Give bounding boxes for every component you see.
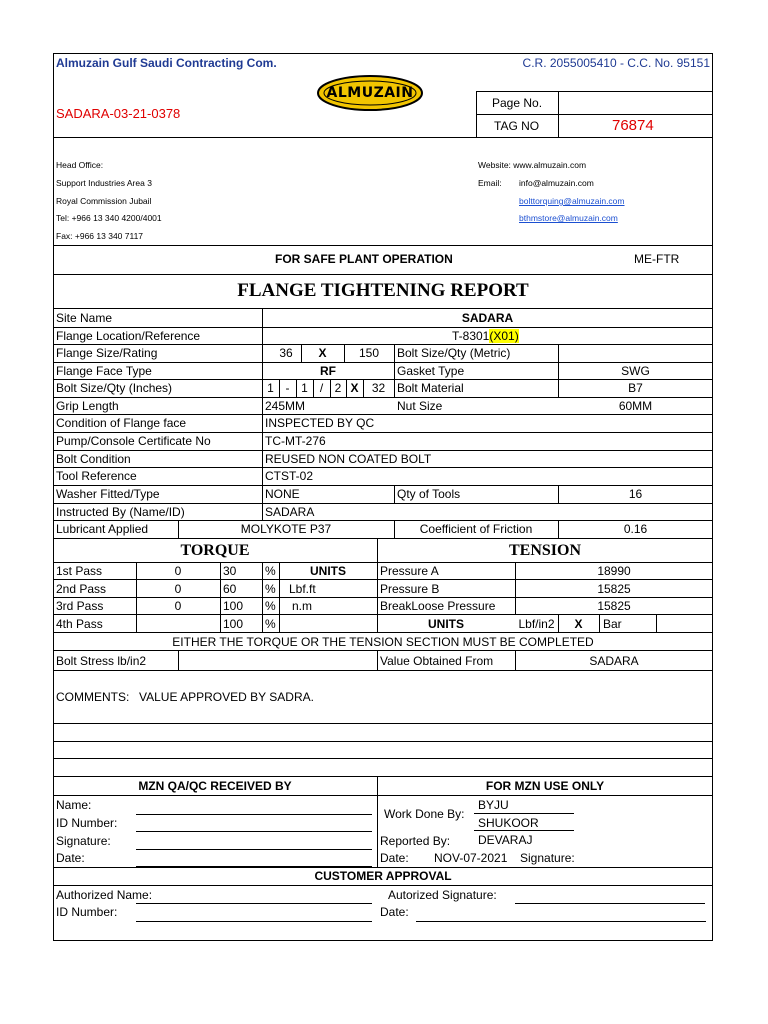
bolt-inches-label: Bolt Size/Qty (Inches) xyxy=(56,381,173,395)
bolt-condition-label: Bolt Condition xyxy=(56,452,131,466)
mzn-date-label: Date: xyxy=(380,851,409,865)
customer-id-label: ID Number: xyxy=(56,905,118,919)
lubricant-label: Lubricant Applied xyxy=(56,522,149,536)
flange-condition-label: Condition of Flange face xyxy=(56,416,187,430)
breakloose-value: 15825 xyxy=(597,599,631,613)
flange-size-value: 36 xyxy=(279,346,293,360)
border-bottom xyxy=(53,940,713,941)
torque-units-label: UNITS xyxy=(310,564,346,578)
site-name-label: Site Name xyxy=(56,311,113,325)
bolt-material-value: B7 xyxy=(628,381,643,395)
email-label: Email: xyxy=(478,178,502,188)
bolt-material-label: Bolt Material xyxy=(397,381,464,395)
flange-face-label: Flange Face Type xyxy=(56,364,152,378)
work-done-label: Work Done By: xyxy=(384,807,465,821)
pressure-b-label: Pressure B xyxy=(380,582,440,596)
email-bolttorquing-link[interactable]: bolttorquing@almuzain.com xyxy=(519,196,625,206)
friction-label: Coefficient of Friction xyxy=(419,522,533,536)
pressure-a-value: 18990 xyxy=(597,564,631,578)
company-name: Almuzain Gulf Saudi Contracting Com. xyxy=(56,56,277,70)
lubricant-value: MOLYKOTE P37 xyxy=(240,522,332,536)
tool-reference-label: Tool Reference xyxy=(56,469,137,483)
tension-unit-x: X xyxy=(574,617,583,631)
work-done-name: SHUKOOR xyxy=(478,816,539,830)
flange-location-label: Flange Location/Reference xyxy=(56,329,201,343)
grip-length-label: Grip Length xyxy=(56,399,119,413)
qty-tools-label: Qty of Tools xyxy=(397,487,461,501)
pass-percent: 60 xyxy=(223,582,237,596)
safety-slogan: FOR SAFE PLANT OPERATION xyxy=(275,252,453,266)
qaqc-signature-label: Signature: xyxy=(56,834,111,848)
pass-label: 3rd Pass xyxy=(56,599,104,613)
value-obtained-value: SADARA xyxy=(589,654,639,668)
tool-reference-value: CTST-02 xyxy=(265,469,314,483)
document-number: SADARA-03-21-0378 xyxy=(56,106,181,121)
bolt-condition-value: REUSED NON COATED BOLT xyxy=(265,452,432,466)
qaqc-title: MZN QA/QC RECEIVED BY xyxy=(138,779,292,793)
site-name-value: SADARA xyxy=(461,311,514,325)
grip-length-value: 245MM xyxy=(265,399,306,413)
reported-by-value: DEVARAJ xyxy=(478,833,533,847)
flange-size-label: Flange Size/Rating xyxy=(56,346,158,360)
reported-by-label: Reported By: xyxy=(380,834,451,848)
nut-size-label: Nut Size xyxy=(397,399,443,413)
value-obtained-label: Value Obtained From xyxy=(380,654,494,668)
tension-units-label: UNITS xyxy=(428,617,464,631)
qaqc-date-label: Date: xyxy=(56,851,85,865)
qaqc-name-label: Name: xyxy=(56,798,92,812)
completion-notice: EITHER THE TORQUE OR THE TENSION SECTION MUST BE COMPLETED xyxy=(172,635,594,649)
pass-value: 0 xyxy=(174,564,182,578)
border-top xyxy=(53,53,713,54)
gasket-type-value: SWG xyxy=(621,364,650,378)
qaqc-id-label: ID Number: xyxy=(56,816,118,830)
pressure-a-label: Pressure A xyxy=(380,564,439,578)
address-line-1: Support Industries Area 3 xyxy=(56,178,152,188)
instructed-by-value: SADARA xyxy=(265,505,315,519)
nut-size-value: 60MM xyxy=(618,399,653,413)
torque-unit-lbf-ft: Lbf.ft xyxy=(289,582,316,596)
almuzain-logo xyxy=(316,74,424,112)
authorized-name-label: Authorized Name: xyxy=(56,888,153,902)
bolt-stress-label: Bolt Stress lb/in2 xyxy=(56,654,147,668)
bolt-inches-part: - xyxy=(285,381,290,395)
telephone: Tel: +966 13 340 4200/4001 xyxy=(56,213,162,223)
customer-approval-title: CUSTOMER APPROVAL xyxy=(314,869,452,883)
bolt-inches-part: 1 xyxy=(267,381,274,395)
work-done-name: BYJU xyxy=(478,798,509,812)
washer-value: NONE xyxy=(265,487,300,501)
tension-unit-bar: Bar xyxy=(603,617,622,631)
border-left xyxy=(53,53,54,941)
flange-rating-value: 150 xyxy=(358,346,380,360)
website: Website: www.almuzain.com xyxy=(478,160,587,170)
fax: Fax: +966 13 340 7117 xyxy=(56,231,144,241)
form-code: ME-FTR xyxy=(634,252,680,266)
pass-label: 4th Pass xyxy=(56,617,103,631)
mzn-date-value: NOV-07-2021 xyxy=(434,851,508,865)
mzn-signature-label: Signature: xyxy=(520,851,575,865)
comments-label: COMMENTS: xyxy=(56,690,130,704)
washer-label: Washer Fitted/Type xyxy=(56,487,160,501)
page-no-label: Page No. xyxy=(492,96,543,110)
gasket-type-label: Gasket Type xyxy=(397,364,465,378)
flange-face-value: RF xyxy=(320,364,336,378)
address-line-2: Royal Commission Jubail xyxy=(56,196,152,206)
flange-condition-value: INSPECTED BY QC xyxy=(265,416,375,430)
tension-title: TENSION xyxy=(508,542,582,559)
qty-tools-value: 16 xyxy=(628,487,643,501)
friction-value: 0.16 xyxy=(623,522,648,536)
email-bthmstore-link[interactable]: bthmstore@almuzain.com xyxy=(519,213,618,223)
torque-unit-nm: n.m xyxy=(292,599,313,613)
report-title: FLANGE TIGHTENING REPORT xyxy=(237,280,529,301)
percent-symbol: % xyxy=(265,564,276,578)
pass-percent: 100 xyxy=(223,599,244,613)
pass-label: 1st Pass xyxy=(56,564,103,578)
customer-date-label: Date: xyxy=(380,905,409,919)
mzn-title: FOR MZN USE ONLY xyxy=(485,779,605,793)
breakloose-label: BreakLoose Pressure xyxy=(380,599,496,613)
tag-no-value: 76874 xyxy=(612,117,654,134)
bolt-metric-label: Bolt Size/Qty (Metric) xyxy=(397,346,511,360)
bolt-inches-part: 2 xyxy=(334,381,342,395)
flange-size-x: X xyxy=(318,346,327,360)
flange-location-value: T-8301(X01) xyxy=(452,329,519,343)
bolt-inches-qty: 32 xyxy=(371,381,386,395)
instructed-by-label: Instructed By (Name/ID) xyxy=(56,505,185,519)
pressure-b-value: 15825 xyxy=(597,582,631,596)
pass-label: 2nd Pass xyxy=(56,582,107,596)
bolt-inches-x: X xyxy=(350,381,359,395)
torque-title: TORQUE xyxy=(180,542,250,559)
pump-certificate-label: Pump/Console Certificate No xyxy=(56,434,211,448)
head-office-label: Head Office: xyxy=(56,160,104,170)
email-info: info@almuzain.com xyxy=(519,178,594,188)
flange-location-highlight: (X01) xyxy=(489,329,519,343)
bolt-inches-part: / xyxy=(319,381,324,395)
logo-text: ALMUZAIN xyxy=(326,85,414,101)
authorized-signature-label: Autorized Signature: xyxy=(388,888,497,902)
company-registration: C.R. 2055005410 - C.C. No. 95151 xyxy=(522,56,710,70)
percent-symbol: % xyxy=(265,617,276,631)
pass-percent: 100 xyxy=(223,617,244,631)
pass-value: 0 xyxy=(174,582,182,596)
tag-no-label: TAG NO xyxy=(494,119,540,133)
tension-unit-lbf-in2: Lbf/in2 xyxy=(518,617,555,631)
percent-symbol: % xyxy=(265,599,276,613)
percent-symbol: % xyxy=(265,582,276,596)
comments-text: VALUE APPROVED BY SADRA. xyxy=(139,690,314,704)
pass-percent: 30 xyxy=(223,564,237,578)
pass-value: 0 xyxy=(174,599,182,613)
bolt-inches-part: 1 xyxy=(301,381,308,395)
pump-certificate-value: TC-MT-276 xyxy=(265,434,326,448)
